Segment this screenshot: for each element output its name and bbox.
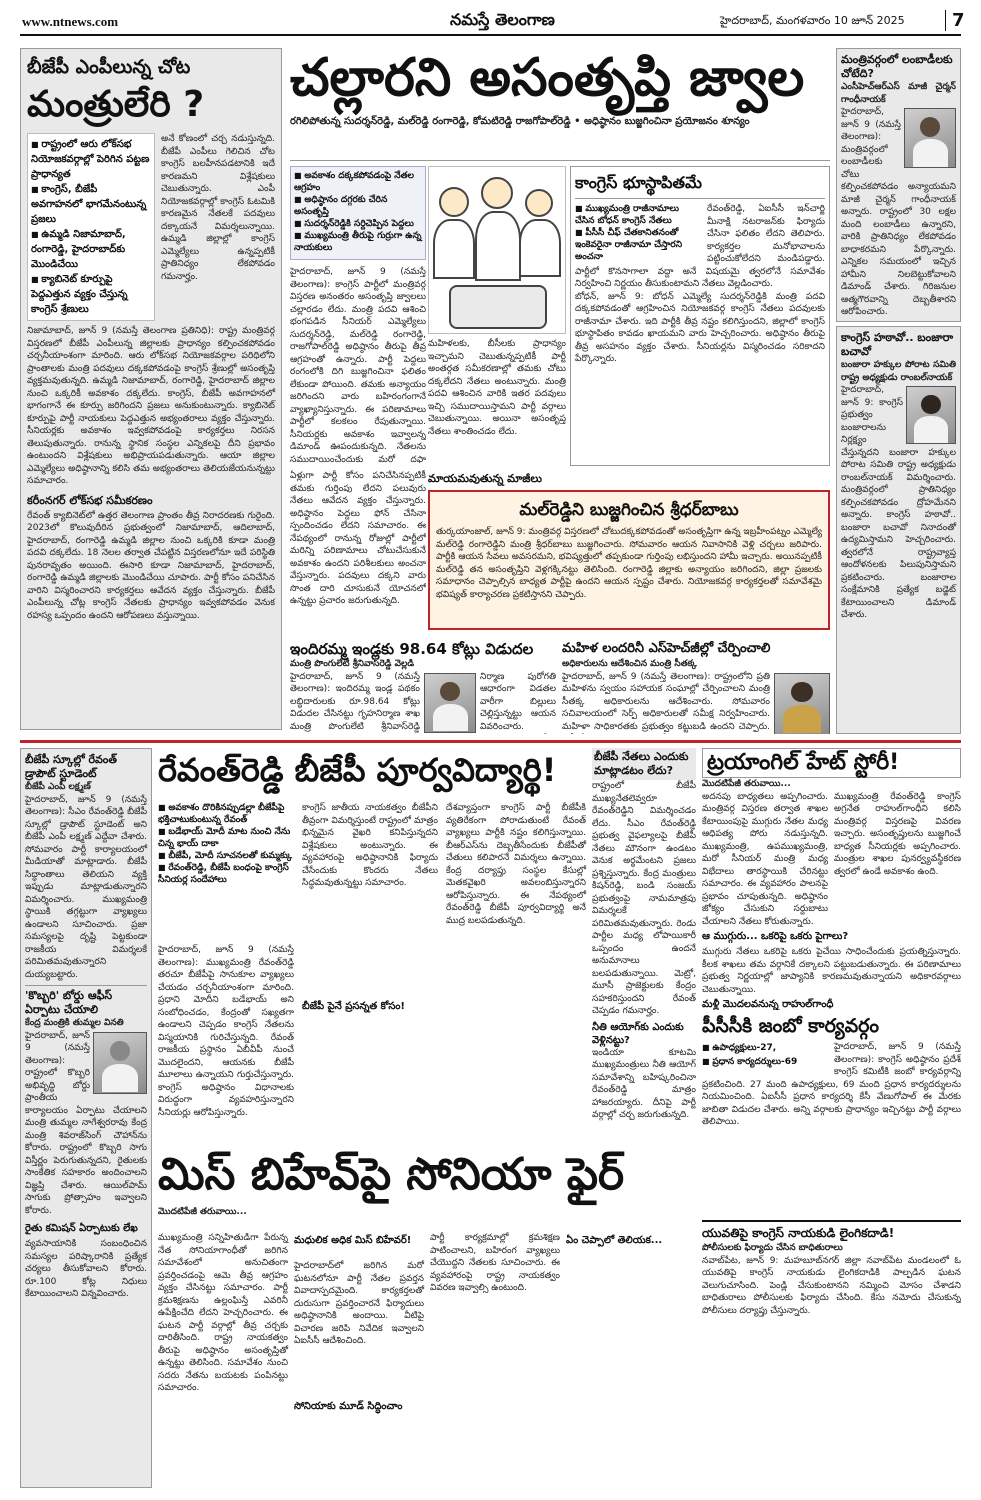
inset-story — [570, 166, 830, 466]
dateline: హైదరాబాద్, మంగళవారం 10 జూన్ 2025 — [720, 14, 905, 27]
yuvati-headline: యువతిపై కాంగ్రెస్ నాయకుడి లైంగికదాడి! — [702, 1220, 961, 1242]
sonia-headline: మిస్ బిహేవ్‌పై సోనియా ఫైర్ — [158, 1149, 625, 1200]
bjp-question-body: రాష్ట్రంలో బీజేపీ ముఖ్యనేతలెవ్వరూ రేవంత్‌రెడ్డిని విమర్శించడం లేదు. సీఎం రేవంత్‌రెడ్డి ప్రభుత్వ వైఫల్యాలపై బీజేపీ నేతలు మౌనంగా ఉండటం వెనుక అర్థమేంటని ప్రజలు ప్రశ్నిస్తున్నారు. కేంద్ర మంత్రులు కిషన్‌రెడ్డి, బండి సంజయ్ ప్రభుత్వంపై నామమాత్రపు విమర్శలకే పరిమితమవుతున్నారు. రెండు పార్టీల మధ్య లోపాయికారీ ఒప్పందం ఉందనే అనుమానాలు బలపడుతున్నాయి. మెట్రో, మూసీ ప్రాజెక్టులకు కేంద్రం సహకరిస్తుందని రేవంత్ చెప్పడం గమనార్హం. — [592, 781, 696, 1016]
left-story-box — [20, 48, 282, 730]
sonia-body: ముఖ్యమంత్రి సన్నిహితుడిగా పేరున్న నేత సోనియాగాంధీతో జరిగిన సమావేశంలో అనుచితంగా ప్రవర్తించడంపై ఆమె తీవ్ర ఆగ్రహం వ్యక్తం చేసినట్టు సమాచారం. పార్టీ క్రమశిక్షణను ఉల్లంఘిస్తే ఎవరినీ ఉపేక్షించేది లేదని హెచ్చరించారు. ఈ ఘటన పార్టీ వర్గాల్లో తీవ్ర చర్చకు దారితీసింది. రాష్ట్ర నాయకత్వం తీరుపై అధిష్ఠానం అసంతృప్తితో ఉన్నట్టు తెలిసింది. సమావేశం నుంచి సదరు నేతను బయటకు పంపినట్టు సమాచారం. — [158, 1233, 288, 1393]
bjp-column-body: హైదరాబాద్, జూన్ 9 (నమస్తే తెలంగాణ): సీఎం రేవంత్‌రెడ్డి బీజేపీ స్కూల్లో డ్రాపౌట్ స్టూడెంట్ అని బీజేపీ ఎంపీ లక్ష్మణ్ ఎద్దేవా చేశారు. సోమవారం పార్టీ కార్యాలయంలో మీడియాతో మాట్లాడారు. బీజేపీ సిద్ధాంతాలు తెలియని వ్యక్తి ఇప్పుడు మాట్లాడుతున్నారని విమర్శించారు. ముఖ్యమంత్రి స్థాయికి తగ్గట్టుగా వ్యాఖ్యలు ఉండాలని సూచించారు. ప్రజా సమస్యలపై దృష్టి పెట్టకుండా రాజకీయ విమర్శలకే పరిమితమవుతున్నారని దుయ్యబట్టారు. — [25, 794, 147, 980]
lead-point: ■ సుదర్శన్‌రెడ్డికి సర్దిచెప్పిన పెద్దలు — [294, 218, 422, 230]
sonia-kicker: మొదటిపేజీ తరువాయి... — [158, 1207, 247, 1217]
inset-headline: కాంగ్రెస్ భూస్థాపితమే — [575, 171, 825, 199]
indiramma-story — [290, 640, 556, 734]
left-point: ■ కాంగ్రెస్, బీజేపీ అవగాహనలో భాగమేనంటున్న ప్రజలు — [31, 182, 151, 227]
revanth-body-2: కాంగ్రెస్ జాతీయ నాయకత్వం బీజేపీని తీవ్రంగా విమర్శిస్తుంటే రాష్ట్రంలో మాత్రం భిన్నమైన వైఖరి కనిపిస్తున్నదని విశ్లేషకులు అంటున్నారు. ఈ వ్యవహారంపై అధిష్ఠానానికి ఫిర్యాదు చేసేందుకు కొందరు నేతలు సిద్ధమవుతున్నట్టు సమాచారం. — [302, 803, 438, 888]
inset-points — [575, 203, 701, 263]
right-top-box — [836, 48, 961, 322]
masthead: నమస్తే తెలంగాణ — [450, 10, 555, 29]
indiramma-body-2: నిర్మాణ పురోగతి ఆధారంగా విడతల వారీగా బిల్లులు చెల్లిస్తున్నట్టు ఆయన వివరించారు. — [480, 671, 556, 732]
yuvati-story — [702, 1220, 961, 1488]
gandhinayak-photo — [904, 108, 956, 168]
rythu-body: వ్యవసాయానికి సంబంధించిన సమస్యల పరిష్కారానికి ప్రత్యేక చర్యలు తీసుకోవాలని కోరారు. రూ.100 కోట్ల నిధులు కేటాయించాలని విన్నవించారు. — [25, 1239, 147, 1299]
inset-body: బోధన్, జూన్ 9: బోధన్ ఎమ్మెల్యే సుదర్శన్‌రెడ్డికి మంత్రి పదవి దక్కకపోవడంతో ఆగ్రహించిన నియోజకవర్గ కాంగ్రెస్ నేతలు పదవులకు రాజీనామా చేశారు. ఇది పార్టీకి తీవ్ర నష్టం కలిగిస్తుందని, జిల్లాలో కాంగ్రెస్ భూస్థాపితం కావడం ఖాయమని వారు హెచ్చరించారు. అధిష్ఠానం తీరుపై తీవ్ర అసహనం వ్యక్తం చేశారు. సీనియర్లను విస్మరించడం సరికాదని పేర్కొన్నారు. — [575, 291, 825, 364]
right-top-kicker: మంత్రివర్గంలో లంబాడీలకు చోటేది? — [841, 53, 953, 80]
sonia-subhead-3: ఏం చెప్పాలో తెలియక... — [566, 1235, 663, 1246]
triangle-story — [702, 748, 961, 1010]
tummala-photo — [93, 1032, 147, 1094]
lead-point: ■ అవకాశం దక్కకపోవడంపై నేతల ఆగ్రహం — [294, 170, 422, 194]
pcc-point: ■ ప్రధాన కార్యదర్శులు-69 — [702, 1055, 828, 1069]
revanth-point: ■ బడేభాయ్ మోదీ మాట నుంచి నేను చిన్న భాయ్ దాకా — [158, 826, 294, 850]
pcc-point: ■ ఉపాధ్యక్షులు-27, — [702, 1041, 828, 1055]
bjp-column-byline: బీజేపీ ఎంపీ లక్ష్మణ్ — [25, 782, 91, 792]
left-point: ■ ఉమ్మడి నిజామాబాద్, రంగారెడ్డి, హైదరాబాద్‌కు మొండిచేయి — [31, 227, 151, 272]
triangle-subhead: ఆ ముగ్గురు... ఒకరిపై ఒకరు పైగాలు? — [702, 931, 849, 942]
pcc-body: హైదరాబాద్, జూన్ 9 (నమస్తే తెలంగాణ): కాంగ్రెస్ అధిష్ఠానం ప్రదేశ్ కాంగ్రెస్ కమిటీకి జంబో కార్యవర్గాన్ని ప్రకటించింది. 27 మంది ఉపాధ్యక్షులు, 69 మంది ప్రధాన కార్యదర్శులను నియమించింది. ఏఐసీసీ ప్రధాన కార్యదర్శి కేసీ వేణుగోపాల్ ఈ మేరకు జాబితా విడుదల చేశారు. అన్ని వర్గాలకు ప్రాధాన్యం ఇచ్చినట్టు పార్టీ వర్గాలు తెలిపాయి. — [702, 1042, 961, 1127]
left-kicker: బీజేపీ ఎంపీలున్న చోట — [27, 56, 191, 78]
rythu-subhead: రైతు కమిషన్ ఏర్పాటుకు లేఖ — [25, 1223, 138, 1234]
mahila-body: హైదరాబాద్, జూన్ 9 (నమస్తే తెలంగాణ): రాష్ట్రంలోని ప్రతి మహిళను స్వయం సహాయక సంఘాల్లో చేర్పించాలని మంత్రి సీతక్క అధికారులను ఆదేశించారు. సోమవారం సచివాలయంలో సెర్ప్ అధికారులతో సమీక్ష నిర్వహించారు. మహిళా సాధికారతకు ప్రభుత్వం కట్టుబడి ఉందని చెప్పారు. — [562, 671, 770, 732]
sonia-story — [158, 1148, 696, 1488]
site-url[interactable]: www.ntnews.com — [22, 14, 119, 29]
revanth-subhead: బీజేపీ పైనే ప్రసన్నత కోసం! — [302, 1001, 405, 1012]
revanth-body-3: దేశవ్యాప్తంగా కాంగ్రెస్ పార్టీ బీజేపీకి వ్యతిరేకంగా పోరాడుతుంటే రేవంత్ వ్యాఖ్యలు పార్టీకి నష్టం కలిగిస్తున్నాయి. బీఆర్ఎస్‌ను దెబ్బతీసేందుకు బీజేపీతో చేతులు కలిపారనే విమర్శలు ఉన్నాయి. కేంద్ర దర్యాప్తు సంస్థల కేసుల్లో మెతకవైఖరి అవలంబిస్తున్నారని ఆరోపిస్తున్నారు. ఈ నేపథ్యంలో రేవంత్‌రెడ్డి బీజేపీ పూర్వవిద్యార్థి అనే ముద్ర బలపడుతున్నది. — [446, 803, 586, 926]
lead-body: హైదరాబాద్, జూన్ 9 (నమస్తే తెలంగాణ): కాంగ్రెస్ పార్టీలో మంత్రివర్గ విస్తరణ అనంతరం అసంతృప్తి జ్వాలలు చల్లారడం లేదు. మంత్రి పదవి ఆశించి భంగపడిన సీనియర్ ఎమ్మెల్యేలు సుదర్శన్‌రెడ్డి, మల్‌రెడ్డి రంగారెడ్డి, రాజగోపాల్‌రెడ్డి అధిష్ఠానం తీరుపై తీవ్ర ఆగ్రహంతో ఉన్నారు. పార్టీ పెద్దలు రంగంలోకి దిగి బుజ్జగించినా ఫలితం లేకుండా పోయింది. తమకు అన్యాయం జరిగిందని వారు బహిరంగంగానే వ్యాఖ్యానిస్తున్నారు. ఈ పరిణామాలు పార్టీలో కలకలం రేపుతున్నాయి. సీనియర్లకు అవకాశం ఇవ్వాలన్న డిమాండ్ ఊపందుకున్నది. నేతలను సముదాయించేందుకు మరో దఫా — [290, 267, 426, 465]
niti-subhead: నీతి ఆయోగ్‌కు ఎందుకు వెళ్లినట్టు? — [592, 1021, 684, 1046]
left-body-3: రేవంత్ క్యాబినెట్‌లో ఉత్తర తెలంగాణ ప్రాంతం తీవ్ర నిరాదరణకు గురైంది. 2023లో కొలువుదీరిన ప్రభుత్వంలో నిజామాబాద్, ఆదిలాబాద్, హైదరాబాద్, రంగారెడ్డి ఉమ్మడి జిల్లాల నుంచి ఒక్కరికి కూడా మంత్రి పదవి దక్కలేదు. 18 నెలల తర్వాత చేపట్టిన విస్తరణలోనూ ఇదే పరిస్థితి పునరావృతం అయింది. ఈసారి కూడా నిజామాబాద్, హైదరాబాద్, రంగారెడ్డి ఉమ్మడి జిల్లాలకు మొండిచేయి చూపారు. పార్టీ కోసం పనిచేసిన వారిని విస్మరించారని కార్యకర్తలు ఆవేదన వ్యక్తం చేస్తున్నారు. బీజేపీ ఎంపీలున్న చోట్ల కాంగ్రెస్ నేతలకు ప్రాధాన్యం ఇవ్వకపోవడం వెనుక రహస్య ఒప్పందం ఉందని ఆరోపణలు వస్తున్నాయి. — [27, 510, 275, 621]
right-mid-byline: బంజారా హక్కుల పోరాట సమితి రాష్ట్ర అధ్యక్షుడు రాంబల్‌నాయక్ — [841, 360, 956, 383]
left-headline: మంత్రులేరి ? — [27, 84, 205, 125]
right-mid-kicker: కాంగ్రెస్ హఠావో.. బంజారా బచావో — [841, 331, 954, 358]
bjp-column-kicker: బీజేపీ స్కూల్లో రేవంత్ డ్రాపౌట్ స్టూడెంట్ — [25, 753, 117, 780]
inset-point: ■ పీసీసీ చీఫ్ చేతకానితనంతో ఇంకెవరైనా రాజీనామా చేస్తారని అంచనా — [575, 227, 701, 263]
lead-subhead: మాయమవుతున్న మాజీలు — [428, 472, 542, 485]
left-body-2: అనే కోణంలో చర్చ నడుస్తున్నది. బీజేపీ ఎంపీలు గెలిచిన చోట కాంగ్రెస్ బలహీనపడటానికి ఇదే కారణమని విశ్లేషకులు చెబుతున్నారు. ఎంపీ నియోజకవర్గాల్లో కాంగ్రెస్ ఓటమికి కారణమైన నేతలకే పదవులు దక్కాయనే విమర్శలున్నాయి. ఉమ్మడి జిల్లాల్లో కాంగ్రెస్ ఎమ్మెల్యేలు ఉన్నప్పటికీ ప్రాతినిధ్యం లేకపోవడం గమనార్హం. — [161, 134, 275, 282]
seethakka-photo — [774, 673, 830, 735]
lead-rule — [290, 160, 830, 162]
indiramma-byline: మంత్రి పొంగులేటి శ్రీనివాస్‌రెడ్డి వెల్లడి — [290, 659, 415, 669]
yuvati-body: నవాబ్‌పేట, జూన్ 9: మహబూబ్‌నగర్ జిల్లా నవాబ్‌పేట మండలంలో ఓ యువతిపై కాంగ్రెస్ నాయకుడు లైంగికదాడికి పాల్పడిన ఘటన వెలుగుచూసింది. పెండ్లి చేసుకుంటానని నమ్మించి మోసం చేశాడని బాధితురాలు పోలీసులకు ఫిర్యాదు చేసింది. కేసు నమోదు చేసుకున్న పోలీసులు దర్యాప్తు చేస్తున్నారు. — [702, 1255, 961, 1316]
bjp-question-story — [592, 748, 696, 1138]
triangle-kicker: మొదటిపేజీ తరువాయి... — [702, 779, 791, 789]
triangle-subhead-2: మళ్లీ మొదలవనున్న రాహుల్‌గాంధీ — [702, 999, 834, 1010]
revanth-point: ■ అవకాశం దొరికినప్పుడల్లా బీజేపీపై భక్తిచాటుకుంటున్న రేవంత్ — [158, 802, 294, 826]
lead-headline: చల్లారని అసంతృప్తి జ్వాల — [290, 48, 805, 108]
triangle-body-3: ముఖ్యమంత్రి రేవంత్‌రెడ్డి కాంగ్రెస్ అగ్రనేత రాహుల్‌గాంధీని కలిసి మంత్రివర్గ విస్తరణపై వివరణ ఇచ్చారు. అసంతృప్తులను బుజ్జగించే బాధ్యత సీనియర్లకు అప్పగించారు. మంత్రుల శాఖల పునర్వ్యవస్థీకరణ త్వరలో ఉండే అవకాశం ఉంది. — [834, 791, 961, 877]
lead-cartoon — [428, 166, 566, 334]
triangle-body: అదనపు బాధ్యతలు అప్పగించారు. మంత్రివర్గ విస్తరణ తర్వాత శాఖల కేటాయింపుపై ముగ్గురు నేతల మధ్య ఆధిపత్య పోరు నడుస్తున్నది. ముఖ్యమంత్రి, ఉపముఖ్యమంత్రి, మరో సీనియర్ మంత్రి మధ్య విభేదాలు తారస్థాయికి చేరినట్టు సమాచారం. ఈ వ్యవహారం పాలనపై ప్రభావం చూపుతున్నది. అధిష్ఠానం జోక్యం చేసుకుని సర్దుబాటు చేయాలని నేతలు కోరుతున్నారు. — [702, 791, 828, 927]
coconut-byline: కేంద్ర మంత్రికి తుమ్మల వినతి — [25, 1018, 124, 1028]
inset-point: ■ ముఖ్యమంత్రి రాజీనామాలు చేసిన బోధన్ కాంగ్రెస్ నేతలు — [575, 203, 701, 227]
quote-title: మల్‌రెడ్డిని బుజ్జగించిన శ్రీధర్‌బాబు — [519, 500, 739, 520]
lead-points — [294, 170, 422, 254]
rambalnayak-photo — [906, 386, 956, 444]
lead-points-box — [290, 166, 426, 260]
lead-point: ■ అధిష్ఠానం దగ్గరకు చేరిన అసంతృప్తి — [294, 194, 422, 218]
indiramma-headline: ఇందిరమ్మ ఇండ్లకు 98.64 కోట్లు విడుదల — [290, 640, 534, 658]
bjp-column — [20, 748, 152, 1488]
revanth-point: ■ రేవంత్‌రెడ్డి, బీజేపీ బంధంపై కాంగ్రెస్ సీనియర్ల సందేహాలు — [158, 862, 294, 886]
lead-body-3: ఏళ్లుగా పార్టీ కోసం పనిచేసినప్పటికీ తమకు గుర్తింపు లేదని పలువురు నేతలు ఆవేదన వ్యక్తం చేస్తున్నారు. అధిష్ఠానం పెద్దలు ఫోన్ చేసినా స్పందించడం లేదని సమాచారం. ఈ నేపథ్యంలో రానున్న రోజుల్లో పార్టీలో మరిన్ని పరిణామాలు చోటుచేసుకునే అవకాశం ఉందని పరిశీలకులు అంచనా వేస్తున్నారు. పదవులు దక్కని వారు సొంత దారి చూసుకునే యోచనలో ఉన్నట్టు ప్రచారం జరుగుతున్నది. — [290, 471, 426, 606]
pcc-points — [702, 1041, 828, 1069]
mahila-story — [562, 640, 830, 734]
pcc-headline: పీసీసీకి జంబో కార్యవర్గం — [702, 1015, 880, 1037]
revanth-headline: రేవంత్‌రెడ్డి బీజేపీ పూర్వవిద్యార్థి! — [158, 751, 557, 789]
lead-subhead-area — [428, 470, 830, 490]
bjp-question-kicker: బీజేపీ నేతలు ఎందుకు మాట్లాడటం లేదు? — [592, 748, 696, 780]
page-number: 7 — [945, 10, 965, 31]
mahila-headline: మహిళ లందరినీ ఎస్‌హెచ్‌జీల్లో చేర్పించాలి — [562, 641, 771, 656]
right-mid-box — [836, 326, 961, 734]
coconut-subhead: 'కొబ్బరి' బోర్డు ఆఫీస్ ఏర్పాటు చేయాలి — [25, 985, 147, 1017]
lead-story — [290, 48, 830, 142]
left-subhead: కరీంనగర్ లోక్‌సభ సమీకరణం — [27, 493, 153, 507]
right-top-byline: ఎంసీహెచ్ఆర్ఎస్ మాజీ చైర్మన్ గాంధీనాయక్ — [841, 82, 956, 105]
right-top-body: హైదరాబాద్, జూన్ 9 (నమస్తే తెలంగాణ): మంత్రివర్గంలో లంబాడీలకు చోటు కల్పించకపోవడం అన్యాయమని మాజీ చైర్మన్ గాంధీనాయక్ అన్నారు. రాష్ట్రంలో 30 లక్షల మంది లంబాడీలు ఉన్నారని, వారికి ప్రాతినిధ్యం లేకపోవడం బాధాకరమని పేర్కొన్నారు. ఎన్నికల సమయంలో ఇచ్చిన హామీని నిలబెట్టుకోవాలని డిమాండ్ చేశారు. గిరిజనుల ఆత్మగౌరవాన్ని దెబ్బతీశారని ఆరోపించారు. — [841, 107, 956, 317]
right-mid-body: హైదరాబాద్, జూన్ 9: కాంగ్రెస్ ప్రభుత్వం బంజారాలను నిర్లక్ష్యం చేస్తున్నదని బంజారా హక్కుల పోరాట సమితి రాష్ట్ర అధ్యక్షుడు రాంబల్‌నాయక్ విమర్శించారు. మంత్రివర్గంలో ప్రాతినిధ్యం కల్పించకపోవడం ద్రోహమేనని అన్నారు. కాంగ్రెస్ హఠావో.. బంజారా బచావో నినాదంతో ఉద్యమిస్తామని హెచ్చరించారు. త్వరలోనే రాష్ట్రవ్యాప్త ఆందోళనలకు పిలుపునిస్తామని ప్రకటించారు. బంజారాల సంక్షేమానికి ప్రత్యేక బడ్జెట్ కేటాయించాలని డిమాండ్ చేశారు. — [841, 385, 956, 620]
yuvati-kicker: పోలీసులకు ఫిర్యాదు చేసిన బాధితురాలు — [702, 1243, 843, 1253]
quote-body: తుర్కయాంజాల్, జూన్ 9: మంత్రివర్గ విస్తరణలో చోటుదక్కకపోవడంతో అసంతృప్తిగా ఉన్న ఇబ్రహీంపట్నం ఎమ్మెల్యే మల్‌రెడ్డి రంగారెడ్డిని మంత్రి శ్రీధర్‌బాబు బుజ్జగించారు. సోమవారం ఆయన నివాసానికి వెళ్లి చర్చలు జరిపారు. పార్టీకి ఆయన సేవలు అవసరమని, భవిష్యత్తులో తప్పకుండా గుర్తింపు లభిస్తుందని హామీ ఇచ్చారు. అయినప్పటికీ మల్‌రెడ్డి తన అసంతృప్తిని వెళ్లగక్కినట్టు తెలిసింది. రంగారెడ్డి జిల్లాకు అన్యాయం జరిగిందని, జిల్లా ప్రజలకు సమాధానం చెప్పాల్సిన బాధ్యత పార్టీపై ఉందని ఆయన స్పష్టం చేశారు. నియోజకవర్గ కార్యకర్తలతో సమావేశమై భవిష్యత్ కార్యాచరణ ప్రకటిస్తానని చెప్పారు. — [436, 527, 822, 600]
left-point: ■ క్యాబినెట్ కూర్పుపై పెద్దఎత్తున వ్యక్తం చేస్తున్న కాంగ్రెస్ శ్రేణులు — [31, 272, 151, 317]
lead-point: ■ ముఖ్యమంత్రి తీరుపై గుర్రుగా ఉన్న నాయకులు — [294, 230, 422, 254]
mahila-byline: అధికారులను ఆదేశించిన మంత్రి సీతక్క — [562, 659, 697, 669]
revanth-points — [158, 802, 294, 886]
lead-body-2: మహిళలకు, బీసీలకు ప్రాధాన్యం ఇచ్చామని చెబుతున్నప్పటికీ పార్టీ అంతర్గత సమీకరణాల్లో తమకు చోటు దక్కలేదని నేతలు అంటున్నారు. మంత్రి పదవి ఆశించిన వారికి ఇతర పదవులు ఇచ్చి సముదాయిస్తామని పార్టీ వర్గాలు చెబుతున్నాయి. అయినా అసంతృప్త నేతలు శాంతించడం లేదు. — [428, 339, 566, 437]
page-header — [20, 8, 965, 36]
revanth-story — [158, 748, 588, 1138]
left-body: నిజామాబాద్, జూన్ 9 (నమస్తే తెలంగాణ ప్రతినిధి): రాష్ట్ర మంత్రివర్గ విస్తరణలో బీజేపీ ఎంపీలున్న జిల్లాలకు ప్రాధాన్యం కల్పించకపోవడం చర్చనీయాంశంగా మారింది. ఆరు లోక్‌సభ నియోజకవర్గాల పరిధిలోని ప్రాంతాలకు మంత్రి పదవులు దక్కకపోవడంపై కాంగ్రెస్ శ్రేణుల్లో అసంతృప్తి వ్యక్తమవుతున్నది. ఉమ్మడి నిజామాబాద్, రంగారెడ్డి, హైదరాబాద్ జిల్లాల నుంచి ఒక్కరికీ అవకాశం దక్కలేదు. కాంగ్రెస్, బీజేపీ అవగాహనలో భాగంగానే ఈ కూర్పు జరిగిందని ప్రజలు అనుకుంటున్నారు. క్యాబినెట్ కూర్పుపై పార్టీ నాయకులు పెద్దఎత్తున అభ్యంతరాలు వ్యక్తం చేస్తున్నారు. సీనియర్లకు అవకాశం ఇవ్వకపోవడంపై కార్యకర్తలు నిరసన తెలుపుతున్నారు. రానున్న స్థానిక సంస్థల ఎన్నికలపై దీని ప్రభావం ఉంటుందని విశ్లేషకులు అభిప్రాయపడుతున్నారు. ఆయా జిల్లాల ఎమ్మెల్యేలు అధిష్ఠానాన్ని కలిసి తమ అభ్యంతరాలు తెలియజేయనున్నట్టు సమాచారం. — [27, 326, 275, 486]
indiramma-body: హైదరాబాద్, జూన్ 9 (నమస్తే తెలంగాణ): ఇందిరమ్మ ఇండ్ల పథకం లబ్ధిదారులకు రూ.98.64 కోట్లు విడుదల చేసినట్టు గృహనిర్మాణ శాఖ మంత్రి పొంగులేటి శ్రీనివాస్‌రెడ్డి — [290, 671, 420, 732]
left-point: ■ రాష్ట్రంలో ఆరు లోక్‌సభ నియోజకవర్గాల్లో పెరిగిన పట్టణ ప్రాధాన్యత — [31, 137, 151, 182]
revanth-body: హైదరాబాద్, జూన్ 9 (నమస్తే తెలంగాణ): ముఖ్యమంత్రి రేవంత్‌రెడ్డి తరచూ బీజేపీపై సానుకూల వ్యాఖ్యలు చేయడం చర్చనీయాంశంగా మారింది. ప్రధాని మోదీని బడేభాయ్ అని సంబోధించడం, కేంద్రంతో సఖ్యతగా ఉండాలని చెప్పడం కాంగ్రెస్ నేతలను విస్మయానికి గురిచేస్తున్నది. రేవంత్ రాజకీయ ప్రస్థానం ఏబీవీపీ నుంచే మొదలైందని, ఆయనకు బీజేపీ మూలాలు ఉన్నాయని గుర్తుచేస్తున్నారు. కాంగ్రెస్ అధిష్ఠానం విధానాలకు విరుద్ధంగా వ్యవహరిస్తున్నారని సీనియర్లు ఆరోపిస్తున్నారు. — [158, 945, 294, 1118]
niti-body: ఇండియా కూటమి ముఖ్యమంత్రులు నీతి ఆయోగ్ సమావేశాన్ని బహిష్కరించినా రేవంత్‌రెడ్డి మాత్రం హాజరయ్యారు. దీనిపై పార్టీ వర్గాల్లో చర్చ జరుగుతున్నది. — [592, 1047, 696, 1120]
sonia-body-3: పార్టీ కార్యక్రమాల్లో క్రమశిక్షణ పాటించాలని, బహిరంగ వ్యాఖ్యలు చేయొద్దని నేతలకు సూచించారు. ఈ వ్యవహారంపై రాష్ట్ర నాయకత్వం వివరణ ఇవ్వాల్సి ఉంటుంది. — [430, 1233, 560, 1293]
triangle-body-2: ముగ్గురు నేతలు ఒకరిపై ఒకరు పైచేయి సాధించేందుకు ప్రయత్నిస్తున్నారు. కీలక శాఖలు తమ వర్గానికే దక్కాలని పట్టుబడుతున్నారు. ఈ పరిణామాలు ప్రభుత్వ నిర్ణయాల్లో జాప్యానికి కారణమవుతున్నాయని అధికారవర్గాలు చెబుతున్నాయి. — [702, 947, 961, 995]
pcc-story — [702, 1014, 961, 1214]
sonia-body-2: హైదరాబాద్‌లో జరిగిన మరో ఘటనలోనూ పార్టీ నేతల ప్రవర్తన వివాదాస్పదమైంది. కార్యకర్తలతో దురుసుగా ప్రవర్తించారనే ఫిర్యాదులు అధిష్ఠానానికి అందాయి. వీటిపై విచారణ జరిపి నివేదిక ఇవ్వాలని ఏఐసీసీ ఆదేశించింది. — [294, 1261, 424, 1346]
lead-strap: రగిలిపోతున్న సుదర్శన్‌రెడ్డి, మల్‌రెడ్డి రంగారెడ్డి, కోమటిరెడ్డి రాజగోపాల్‌రెడ్డి • అధిష్ఠానం బుజ్జగించినా ప్రయోజనం శూన్యం — [290, 116, 750, 127]
pongulet-photo — [424, 673, 476, 733]
inset-body-2: రేవంత్‌రెడ్డి, ఏఐసీసీ ఇన్‌చార్జి మీనాక్షి నటరాజన్‌కు ఫిర్యాదు చేసినా ఫలితం లేదని తెలిపారు. కార్యకర్తల మనోభావాలను పట్టించుకోలేదని మండిపడ్డారు. పార్టీలో కొనసాగాలా వద్దా అనే విషయమై త్వరలోనే సమావేశం నిర్వహించి నిర్ణయం తీసుకుంటామని నేతలు వెల్లడించారు. — [575, 204, 825, 289]
section-rule — [20, 740, 961, 743]
sonia-subhead-2: సోనియాకు మూడ్ సిద్ధించాం — [294, 1401, 403, 1412]
left-points — [27, 133, 155, 321]
coconut-body: హైదరాబాద్, జూన్ 9 (నమస్తే తెలంగాణ): రాష్ట్రంలో కొబ్బరి అభివృద్ధి బోర్డు ప్రాంతీయ కార్యాలయం ఏర్పాటు చేయాలని మంత్రి తుమ్మల నాగేశ్వరరావు కేంద్ర మంత్రి శివరాజ్‌సింగ్ చౌహాన్‌ను కోరారు. రాష్ట్రంలో కొబ్బరి సాగు విస్తీర్ణం పెరుగుతున్నదని, రైతులకు సాంకేతిక సహకారం అందించాలని విజ్ఞప్తి చేశారు. ఆయిల్‌పామ్ సాగుకు ప్రోత్సాహం ఇవ్వాలని కోరారు. — [25, 1030, 147, 1216]
sonia-subhead: మధులిక అధిక మిస్ బిహేవర్! — [294, 1235, 412, 1246]
quote-box — [428, 490, 830, 630]
revanth-point: ■ బీజేపీ, మోదీ సూచనలతో కుమ్మక్కు — [158, 850, 294, 862]
triangle-headline: ట్రయాంగిల్ హేట్ స్టోరీ! — [702, 748, 961, 778]
